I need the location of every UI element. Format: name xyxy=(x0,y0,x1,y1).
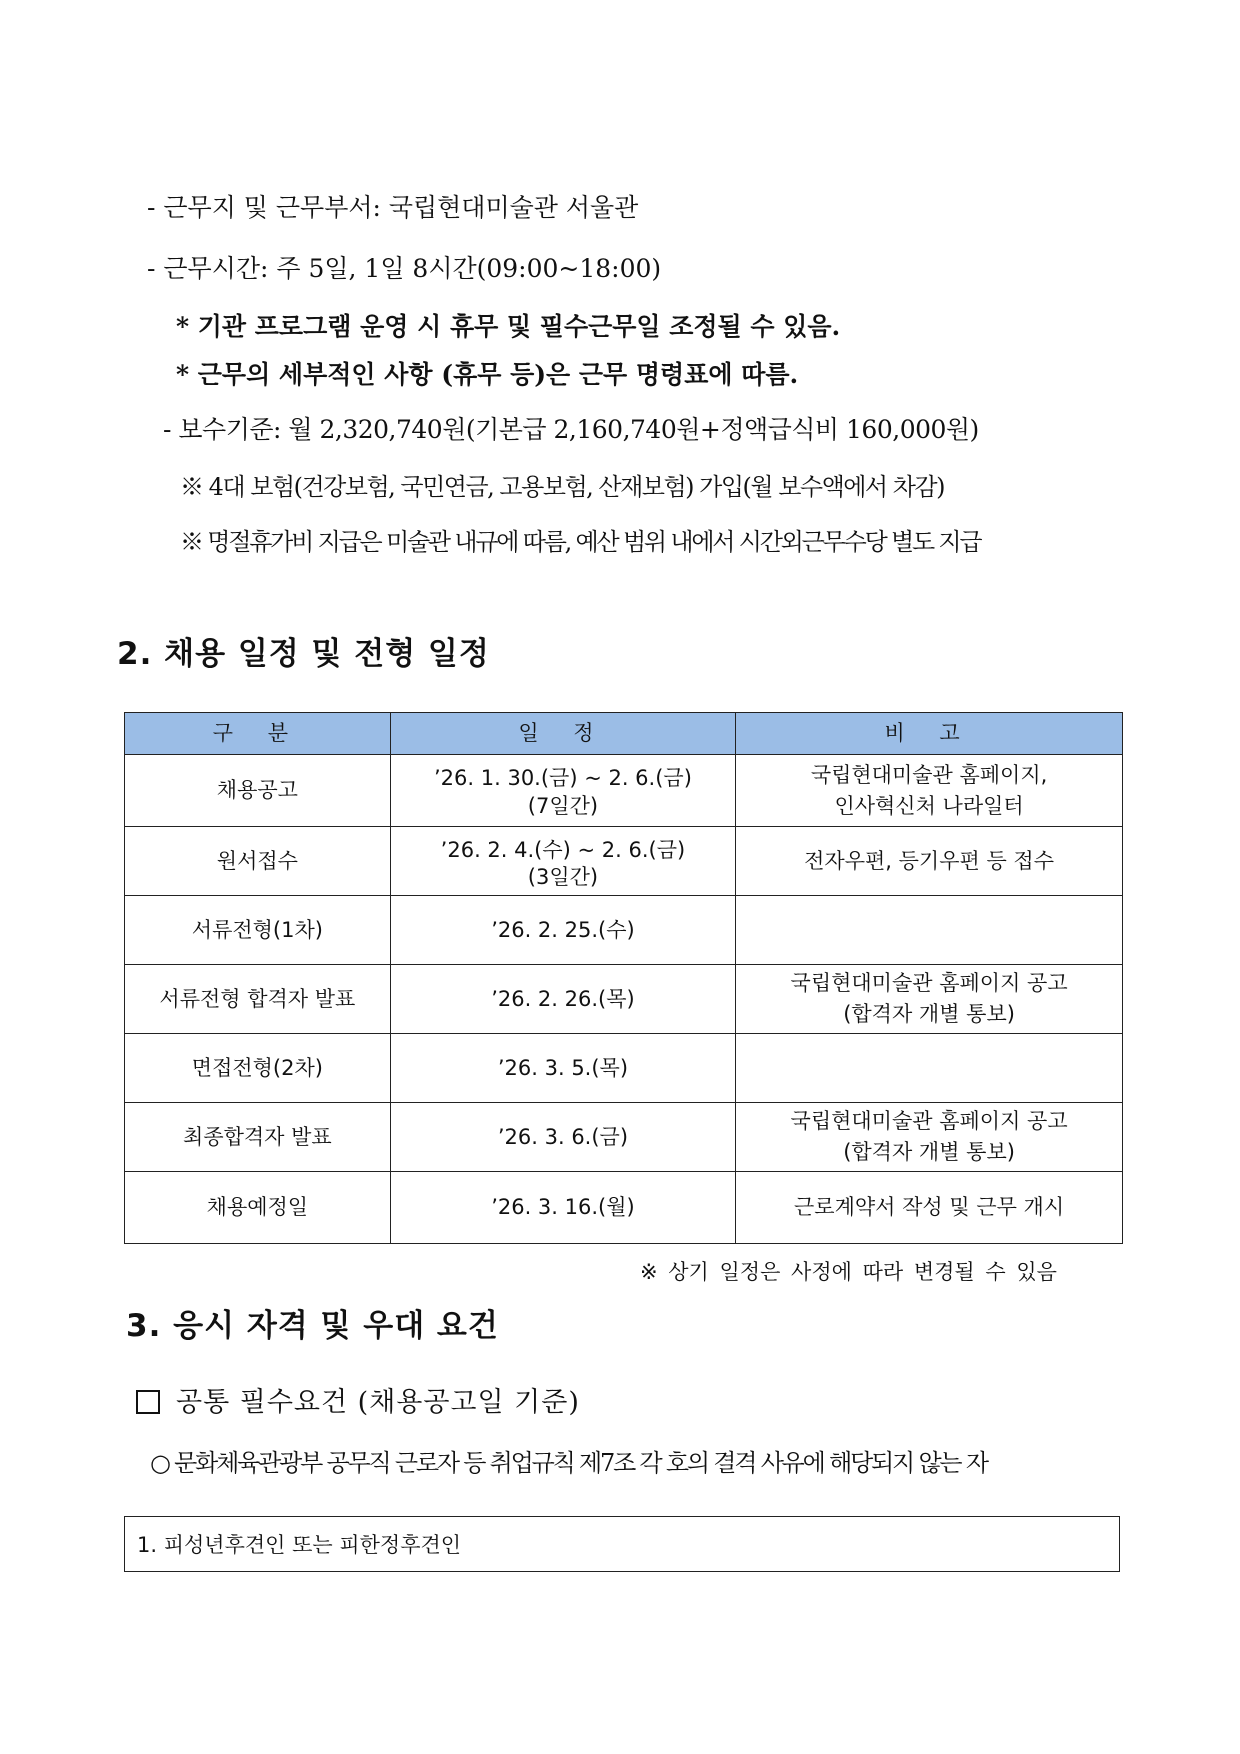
cell-date: ’26. 2. 25.(수) xyxy=(390,896,735,965)
cell-date-sub: (3일간) xyxy=(527,864,599,889)
cell-date: ’26. 3. 16.(월) xyxy=(390,1172,735,1244)
pay-standard: - 보수기준: 월 2,320,740원(기본급 2,160,740원+정액급식비 160,000원) xyxy=(163,415,979,444)
cell-date-main: ’26. 2. 4.(수) ~ 2. 6.(금) xyxy=(440,837,686,862)
schedule-footnote: ※ 상기 일정은 사정에 따라 변경될 수 있음 xyxy=(640,1260,1057,1284)
cell-date-sub: (7일간) xyxy=(527,794,599,818)
cell-category: 채용공고 xyxy=(125,755,391,827)
cell-note-sub: (합격자 개별 통보) xyxy=(843,1140,1015,1164)
cell-note xyxy=(736,755,1123,827)
cell-category: 채용예정일 xyxy=(125,1172,391,1244)
work-hours: - 근무시간: 주 5일, 1일 8시간(09:00~18:00) xyxy=(147,254,662,283)
table-row xyxy=(125,827,1123,896)
requirement-subheading-text: 공통 필수요건 (채용공고일 기준) xyxy=(176,1387,580,1418)
cell-note-main: 국립현대미술관 홈페이지 공고 xyxy=(790,971,1068,995)
cell-date xyxy=(390,755,735,827)
table-row xyxy=(125,1034,1123,1103)
cell-date xyxy=(390,827,735,896)
cell-note-main: 국립현대미술관 홈페이지, xyxy=(810,762,1048,787)
section-2-title: 2. 채용 일정 및 전형 일정 xyxy=(117,636,490,672)
holiday-pay-note: ※ 명절휴가비 지급은 미술관 내규에 따름, 예산 범위 내에서 시간외근무수당 별도 지급 xyxy=(180,528,981,556)
cell-date: ’26. 2. 26.(목) xyxy=(390,965,735,1034)
requirement-subheading xyxy=(136,1380,580,1419)
disqualification-box: 1. 피성년후견인 또는 피한정후견인 xyxy=(124,1516,1120,1572)
cell-date-main: ’26. 1. 30.(금) ~ 2. 6.(금) xyxy=(434,766,692,790)
cell-category: 최종합격자 발표 xyxy=(125,1103,391,1172)
cell-note: 근로계약서 작성 및 근무 개시 xyxy=(736,1172,1123,1244)
table-row xyxy=(125,1172,1123,1244)
cell-category: 서류전형 합격자 발표 xyxy=(125,965,391,1034)
note-work-detail: * 근무의 세부적인 사항 (휴무 등)은 근무 명령표에 따름. xyxy=(176,360,799,389)
cell-note xyxy=(736,896,1123,965)
cell-note-main: 국립현대미술관 홈페이지 공고 xyxy=(790,1109,1068,1133)
cell-date: ’26. 3. 6.(금) xyxy=(390,1103,735,1172)
cell-date: ’26. 3. 5.(목) xyxy=(390,1034,735,1103)
cell-note: 전자우편, 등기우편 등 접수 xyxy=(736,827,1123,896)
table-header-row xyxy=(125,713,1123,755)
cell-note xyxy=(736,1103,1123,1172)
header-category: 구 분 xyxy=(125,713,391,755)
cell-note-sub: 인사혁신처 나라일터 xyxy=(834,793,1024,818)
cell-category: 원서접수 xyxy=(125,827,391,896)
requirement-bullet: ○ 문화체육관광부 공무직 근로자 등 취업규칙 제7조 각 호의 결격 사유에 해당되지 않는 자 xyxy=(150,1449,987,1477)
checkbox-icon xyxy=(136,1390,160,1414)
schedule-table xyxy=(124,712,1123,1244)
cell-category: 서류전형(1차) xyxy=(125,896,391,965)
note-program-schedule: * 기관 프로그램 운영 시 휴무 및 필수근무일 조정될 수 있음. xyxy=(176,312,841,341)
cell-note-sub: (합격자 개별 통보) xyxy=(843,1002,1015,1026)
table-row xyxy=(125,965,1123,1034)
work-location: - 근무지 및 근무부서: 국립현대미술관 서울관 xyxy=(147,193,639,222)
cell-category: 면접전형(2차) xyxy=(125,1034,391,1103)
section-3-title: 3. 응시 자격 및 우대 요건 xyxy=(126,1308,499,1344)
table-row xyxy=(125,755,1123,827)
cell-note xyxy=(736,1034,1123,1103)
header-date: 일 정 xyxy=(390,713,735,755)
table-row xyxy=(125,896,1123,965)
insurance-note: ※ 4대 보험(건강보험, 국민연금, 고용보험, 산재보험) 가입(월 보수액에서 차감) xyxy=(180,473,944,501)
header-note: 비 고 xyxy=(736,713,1123,755)
cell-note xyxy=(736,965,1123,1034)
table-row xyxy=(125,1103,1123,1172)
